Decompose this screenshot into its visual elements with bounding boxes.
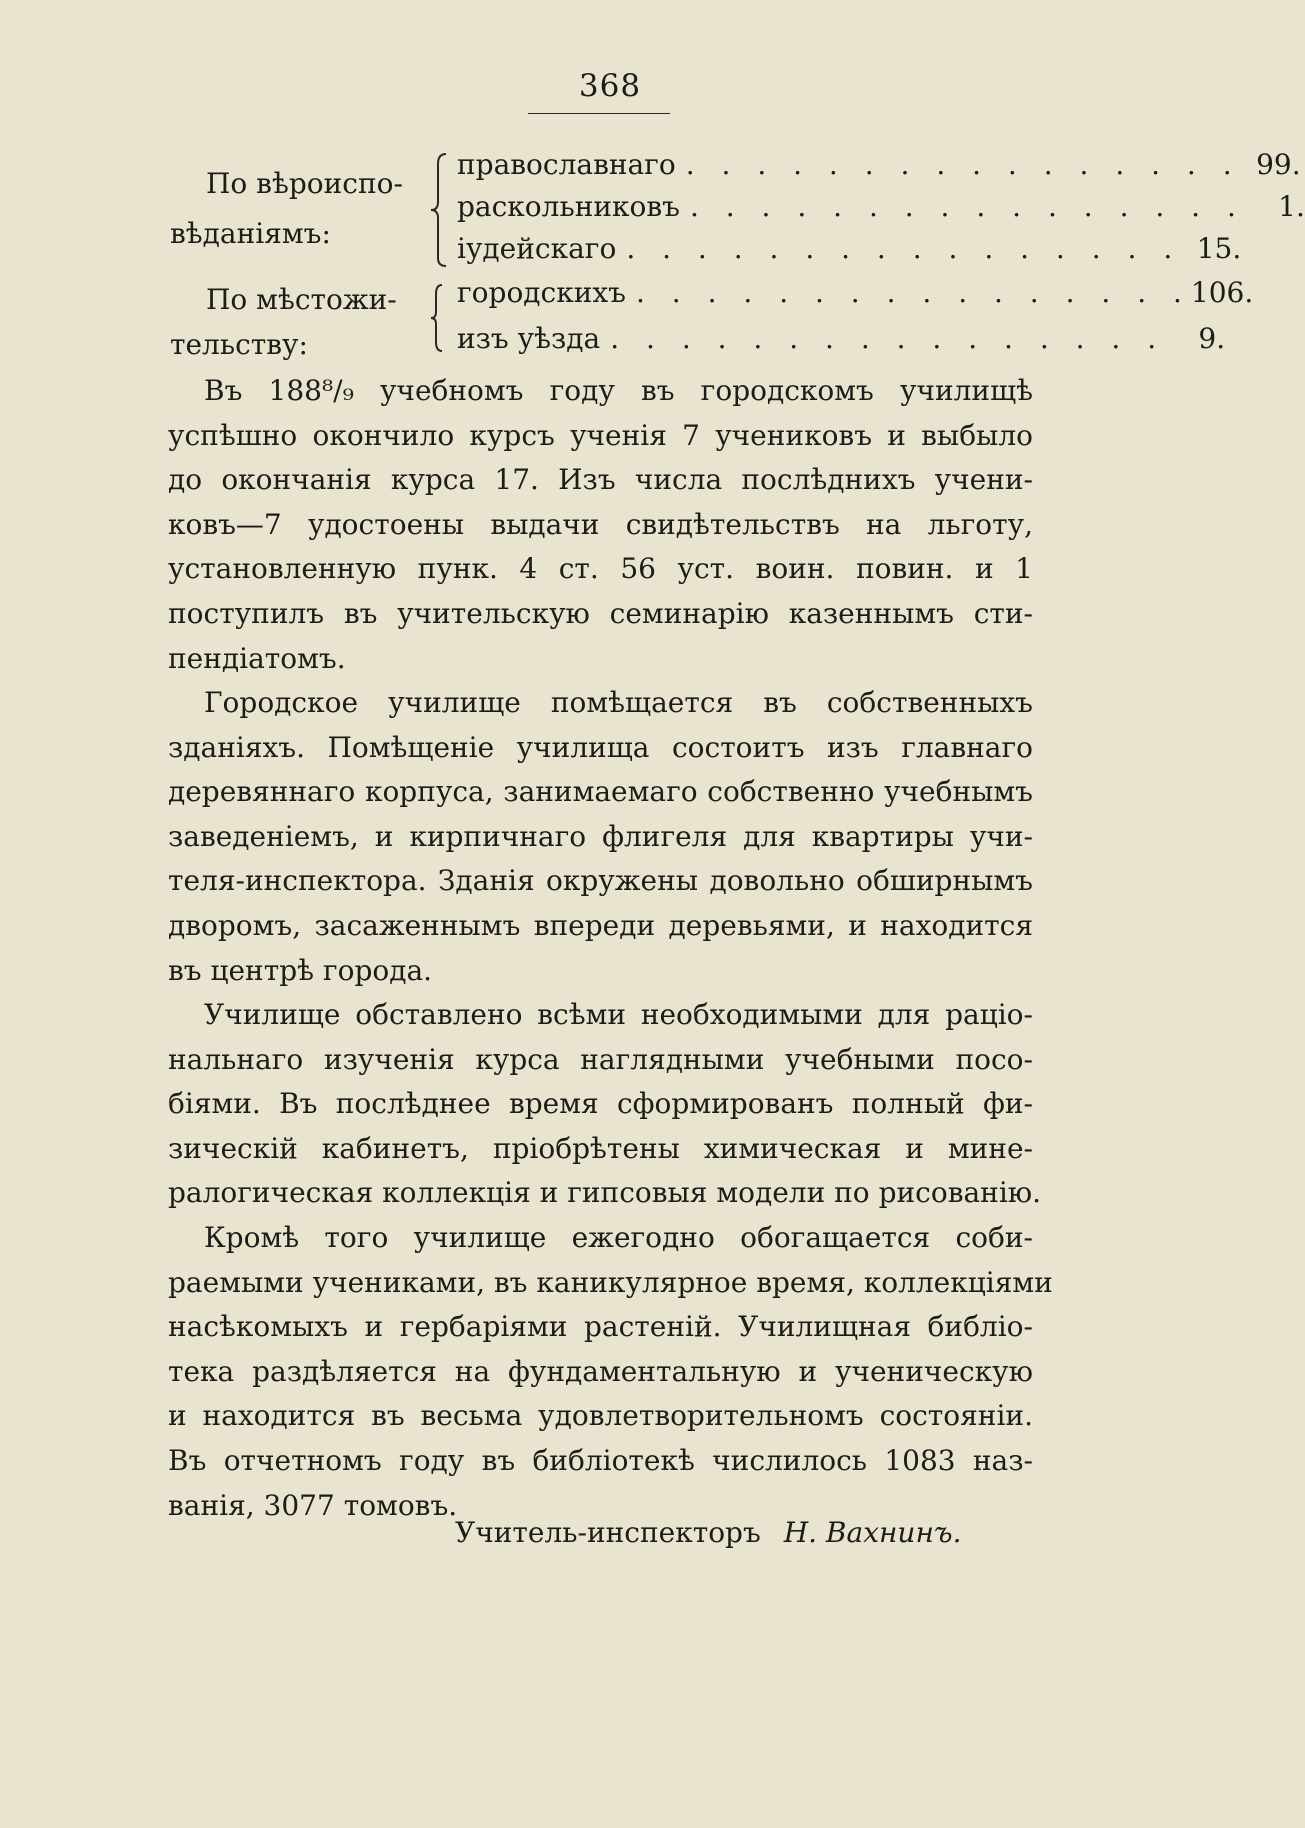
leader-dots: . . . . . . . . . . . . . . . . [689, 190, 1245, 223]
signature-name: Н. Вахнинъ. [783, 1516, 962, 1549]
text-line: теля-инспектора. Зданія окружены довольно обширнымъ [168, 864, 1033, 898]
stat-row [457, 232, 1242, 272]
text-line: нальнаго изученія курса наглядными учебными посо- [168, 1042, 1033, 1076]
paragraph-building [168, 681, 1033, 993]
paragraph-library [168, 1216, 1053, 1528]
stat-row [457, 276, 1254, 316]
text-line: зическій кабинетъ, пріобрѣтены химическая и мине- [168, 1131, 1033, 1165]
text-line: Въ отчетномъ году въ библіотекѣ числилось 1083 наз- [168, 1443, 1033, 1477]
text-line: раемыми учениками, въ каникулярное время, коллекціями [168, 1265, 1053, 1299]
stat-row [457, 190, 1305, 230]
text-line: Кромѣ того училище ежегодно обогащается соби- [204, 1221, 1033, 1254]
text-line: поступилъ въ учительскую семинарію казеннымъ сти- [168, 596, 1033, 630]
text-line: Городское училище помѣщается въ собственныхъ [204, 686, 1033, 719]
text-line: Училище обставлено всѣми необходимыми для раціо- [204, 998, 1033, 1031]
text-line: біями. Въ послѣднее время сформированъ полный фи- [168, 1087, 1033, 1121]
text-line: Въ 188⁸/₉ учебномъ году въ городскомъ училищѣ [204, 374, 1033, 407]
leader-dots: . . . . . . . . . . . . . . . . [610, 322, 1166, 355]
stat-row-label: городскихъ [457, 276, 626, 309]
stat-row-value: 15. [1196, 232, 1242, 265]
leader-dots: . . . . . . . . . . . . . . . . [685, 148, 1241, 181]
stat-row-label: раскольниковъ [457, 190, 680, 223]
stat-row [457, 322, 1226, 362]
text-line: пендіатомъ. [168, 641, 346, 675]
text-line: насѣкомыхъ и гербаріями растеній. Училищная библіо- [168, 1310, 1033, 1344]
stat-row-label: изъ уѣзда [457, 322, 601, 355]
page-number: 368 [578, 68, 642, 104]
text-line: дворомъ, засаженнымъ впереди деревьями, и находится [168, 908, 1033, 942]
paragraph-graduates [168, 369, 1033, 681]
text-line: до окончанія курса 17. Изъ числа послѣднихъ учени- [168, 463, 1033, 497]
stat-row-value: 99. [1256, 148, 1301, 181]
text-line: установленную пунк. 4 ст. 56 уст. воин. повин. и 1 [168, 552, 1033, 586]
leader-dots: . . . . . . . . . . . . . . . . [636, 276, 1191, 309]
religion-label-line2: вѣданіямъ: [170, 217, 331, 250]
signature [455, 1516, 995, 1549]
paragraph-equipment [168, 993, 1042, 1216]
brace-residence [428, 282, 448, 354]
signature-title: Учитель-инспекторъ [455, 1516, 761, 1549]
residence-label-line1: По мѣстожи- [206, 283, 397, 316]
text-line: заведеніемъ, и кирпичнаго флигеля для квартиры учи- [168, 819, 1033, 853]
text-line: въ центрѣ города. [168, 953, 433, 987]
stat-row [457, 148, 1301, 188]
stat-row-value: 106. [1190, 276, 1254, 309]
text-line: ралогическая коллекція и гипсовыя модели по рисованію. [168, 1176, 1042, 1210]
brace-religion [428, 150, 452, 270]
residence-label-line2: тельству: [170, 328, 308, 361]
stat-row-value: 1. [1278, 190, 1305, 223]
header-rule [528, 113, 670, 114]
text-line: ванія, 3077 томовъ. [168, 1488, 458, 1522]
stat-row-label: православнаго [457, 148, 676, 181]
text-line: успѣшно окончило курсъ ученія 7 учениковъ и выбыло [168, 418, 1033, 452]
stat-row-label: іудейскаго [457, 232, 617, 265]
leader-dots: . . . . . . . . . . . . . . . . [626, 232, 1182, 265]
text-line: тека раздѣляется на фундаментальную и ученическую [168, 1354, 1033, 1388]
religion-label-line1: По вѣроиспо- [206, 167, 403, 200]
text-line: деревяннаго корпуса, занимаемаго собственно учебнымъ [168, 775, 1033, 809]
text-line: и находится въ весьма удовлетворительномъ состояніи. [168, 1399, 1033, 1433]
stat-row-value: 9. [1198, 322, 1226, 355]
text-line: ковъ—7 удостоены выдачи свидѣтельствъ на льготу, [168, 507, 1033, 541]
text-line: зданіяхъ. Помѣщеніе училища состоитъ изъ главнаго [168, 730, 1033, 764]
